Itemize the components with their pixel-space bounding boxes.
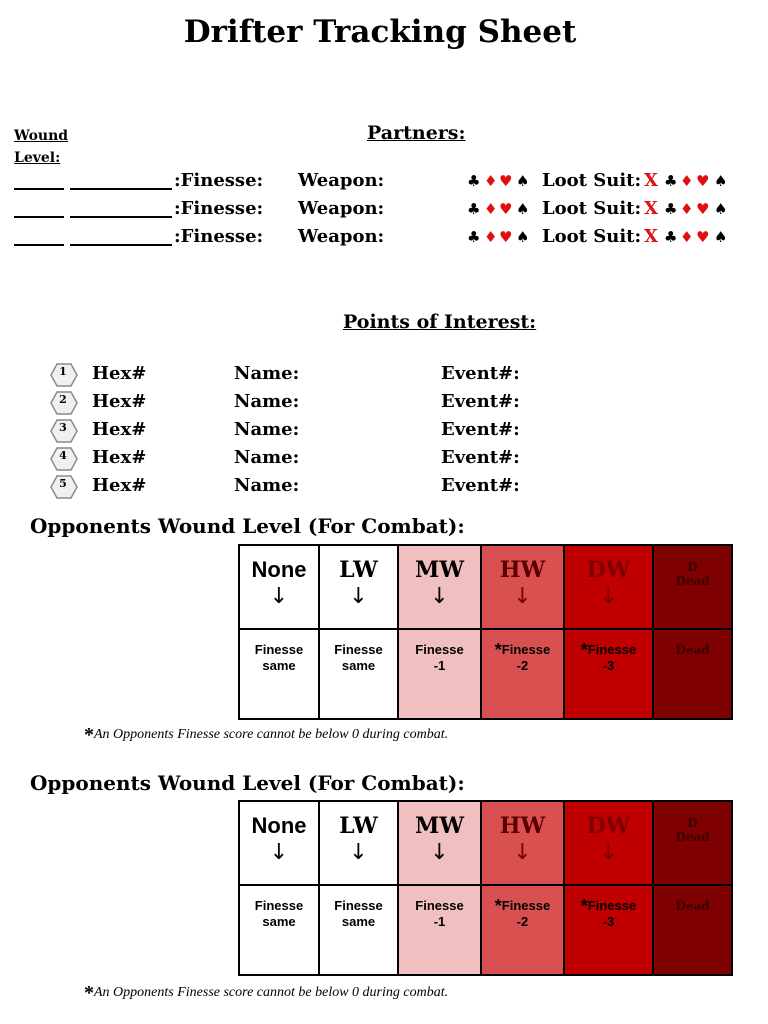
wound-effect-line1: Finesse <box>334 898 383 913</box>
hex-number-icon <box>50 475 76 497</box>
wound-effect-cell <box>481 885 564 975</box>
hex-number-icon <box>50 419 76 441</box>
partner-loot-suit-label: Loot Suit: <box>542 198 642 219</box>
wound-effect-line2: same <box>262 658 296 673</box>
wound-effect-text: Dead <box>675 899 710 913</box>
club-suit-icon[interactable]: ♣ <box>467 228 481 246</box>
opponent-wound-table <box>238 800 733 976</box>
loot-diamond-suit-icon[interactable]: ♦ <box>680 172 694 190</box>
wound-effect-line1: Finesse <box>254 898 304 913</box>
poi-hex-label: Hex# <box>92 419 147 440</box>
wound-level-code: D <box>687 816 698 830</box>
wound-level-cell[interactable] <box>564 545 653 629</box>
page-title: Drifter Tracking Sheet <box>183 14 577 50</box>
wound-effect-line2: -3 <box>602 914 615 929</box>
wound-effect-line1: Finesse <box>254 642 304 657</box>
loot-club-suit-icon[interactable]: ♣ <box>664 172 678 190</box>
loot-spade-suit-icon[interactable]: ♠ <box>714 200 728 218</box>
loot-heart-suit-icon[interactable]: ♥ <box>696 172 710 190</box>
footnote-text: An Opponents Finesse score cannot be below 0 during combat. <box>94 727 449 742</box>
poi-name-label: Name: <box>234 447 300 468</box>
wound-effect-line2: same <box>341 914 376 929</box>
wound-effect-cell <box>319 885 398 975</box>
wound-effect-line2: -2 <box>516 914 529 929</box>
poi-name-label: Name: <box>234 475 300 496</box>
wound-level-dead-cell[interactable] <box>653 545 732 629</box>
spade-suit-icon[interactable]: ♠ <box>516 172 530 190</box>
wound-level-cell[interactable] <box>319 801 398 885</box>
diamond-suit-icon[interactable]: ♦ <box>484 228 498 246</box>
wound-effect-cell <box>239 629 319 719</box>
wound-effect-cell <box>319 629 398 719</box>
wound-effect-line2: same <box>341 658 376 673</box>
wound-level-cell[interactable] <box>319 545 398 629</box>
wound-level-label: LW <box>339 557 378 583</box>
points-of-interest-heading: Points of Interest: <box>343 311 537 333</box>
footnote-asterisk: * <box>84 724 94 746</box>
partners-heading: Partners: <box>367 122 466 144</box>
loot-x-mark[interactable]: X <box>644 170 658 191</box>
asterisk-mark: * <box>494 896 502 916</box>
wound-effect-line2: -2 <box>516 658 529 673</box>
wound-level-cell[interactable] <box>398 545 481 629</box>
diamond-suit-icon[interactable]: ♦ <box>484 200 498 218</box>
loot-x-mark[interactable]: X <box>644 226 658 247</box>
down-arrow-icon: ↓ <box>349 584 368 609</box>
hex-number: 2 <box>59 393 67 406</box>
loot-diamond-suit-icon[interactable]: ♦ <box>680 228 694 246</box>
loot-heart-suit-icon[interactable]: ♥ <box>696 228 710 246</box>
poi-event-label: Event#: <box>441 419 520 440</box>
partner-name-blank[interactable] <box>70 198 172 218</box>
footnote-asterisk: * <box>84 982 94 1004</box>
opponent-wound-table <box>238 544 733 720</box>
footnote-text: An Opponents Finesse score cannot be below 0 during combat. <box>94 985 449 1000</box>
wound-level-name: Dead <box>675 574 710 588</box>
combat-footnote <box>84 982 448 1005</box>
wound-level-cell[interactable] <box>564 801 653 885</box>
loot-heart-suit-icon[interactable]: ♥ <box>696 200 710 218</box>
wound-effect-line1: Finesse <box>501 898 551 913</box>
loot-club-suit-icon[interactable]: ♣ <box>664 228 678 246</box>
wound-level-code: D <box>687 560 698 574</box>
hex-number: 3 <box>59 421 67 434</box>
wound-effect-line1: Finesse <box>415 642 464 657</box>
hex-number: 4 <box>59 449 67 462</box>
poi-event-label: Event#: <box>441 475 520 496</box>
wound-level-label-line1: Wound <box>14 128 69 144</box>
partner-name-blank[interactable] <box>70 170 172 190</box>
wound-level-label: DW <box>586 557 631 583</box>
wound-level-cell[interactable] <box>398 801 481 885</box>
spade-suit-icon[interactable]: ♠ <box>516 228 530 246</box>
partner-finesse-label: :Finesse: <box>174 170 264 191</box>
poi-name-label: Name: <box>234 363 300 384</box>
wound-level-name: Dead <box>675 830 710 844</box>
wound-effect-line1: Finesse <box>501 642 551 657</box>
wound-level-label: MW <box>414 813 465 839</box>
wound-effect-cell <box>398 885 481 975</box>
wound-effect-dead-cell <box>653 629 732 719</box>
wound-level-cell[interactable] <box>481 545 564 629</box>
wound-level-label: None <box>251 813 307 838</box>
loot-club-suit-icon[interactable]: ♣ <box>664 200 678 218</box>
wound-level-cell[interactable] <box>239 545 319 629</box>
wound-effect-cell <box>398 629 481 719</box>
wound-effect-line1: Finesse <box>587 898 637 913</box>
club-suit-icon[interactable]: ♣ <box>467 200 481 218</box>
poi-hex-label: Hex# <box>92 447 147 468</box>
hex-number: 1 <box>59 365 67 378</box>
poi-event-label: Event#: <box>441 447 520 468</box>
down-arrow-icon: ↓ <box>513 584 532 609</box>
down-arrow-icon: ↓ <box>599 584 618 609</box>
wound-level-dead-cell[interactable] <box>653 801 732 885</box>
asterisk-mark: * <box>580 896 588 916</box>
partner-loot-suit-label: Loot Suit: <box>542 170 642 191</box>
poi-event-label: Event#: <box>441 391 520 412</box>
wound-effect-cell <box>481 629 564 719</box>
wound-level-label: HW <box>499 557 546 583</box>
loot-spade-suit-icon[interactable]: ♠ <box>714 228 728 246</box>
poi-hex-label: Hex# <box>92 391 147 412</box>
down-arrow-icon: ↓ <box>269 840 289 865</box>
wound-effect-line2: -1 <box>433 914 446 929</box>
wound-effect-line1: Finesse <box>415 898 464 913</box>
poi-event-label: Event#: <box>441 363 520 384</box>
spade-suit-icon[interactable]: ♠ <box>516 200 530 218</box>
wound-level-cell[interactable] <box>239 801 319 885</box>
partner-loot-suit-label: Loot Suit: <box>542 226 642 247</box>
combat-footnote <box>84 724 448 747</box>
hex-number: 5 <box>59 477 67 490</box>
wound-effect-cell <box>564 885 653 975</box>
down-arrow-icon: ↓ <box>430 840 449 865</box>
down-arrow-icon: ↓ <box>430 584 449 609</box>
opponents-wound-heading: Opponents Wound Level (For Combat): <box>30 514 465 538</box>
loot-spade-suit-icon[interactable]: ♠ <box>714 172 728 190</box>
down-arrow-icon: ↓ <box>599 840 618 865</box>
partner-finesse-label: :Finesse: <box>174 198 264 219</box>
wound-effect-dead-cell <box>653 885 732 975</box>
loot-x-mark[interactable]: X <box>644 198 658 219</box>
wound-level-label-line2: Level: <box>14 150 61 166</box>
wound-level-label: LW <box>339 813 378 839</box>
wound-effect-text: Dead <box>675 643 710 657</box>
heart-suit-icon[interactable]: ♥ <box>499 228 513 246</box>
partner-wound-blank[interactable] <box>14 226 64 246</box>
opponents-wound-heading: Opponents Wound Level (For Combat): <box>30 771 465 795</box>
diamond-suit-icon[interactable]: ♦ <box>484 172 498 190</box>
poi-hex-label: Hex# <box>92 475 147 496</box>
club-suit-icon[interactable]: ♣ <box>467 172 481 190</box>
hex-number-icon <box>50 447 76 469</box>
heart-suit-icon[interactable]: ♥ <box>499 172 513 190</box>
poi-name-label: Name: <box>234 419 300 440</box>
poi-name-label: Name: <box>234 391 300 412</box>
wound-level-label: None <box>251 557 307 582</box>
hex-number-icon <box>50 391 76 413</box>
partner-wound-blank[interactable] <box>14 198 64 218</box>
wound-level-cell[interactable] <box>481 801 564 885</box>
down-arrow-icon: ↓ <box>513 840 532 865</box>
partner-weapon-label: Weapon: <box>298 170 385 191</box>
wound-level-label: MW <box>414 557 465 583</box>
down-arrow-icon: ↓ <box>349 840 368 865</box>
asterisk-mark: * <box>580 640 588 660</box>
partner-weapon-label: Weapon: <box>298 226 385 247</box>
partner-name-blank[interactable] <box>70 226 172 246</box>
wound-level-label: DW <box>586 813 631 839</box>
wound-effect-cell <box>239 885 319 975</box>
asterisk-mark: * <box>494 640 502 660</box>
wound-level-label: HW <box>499 813 546 839</box>
partner-weapon-label: Weapon: <box>298 198 385 219</box>
heart-suit-icon[interactable]: ♥ <box>499 200 513 218</box>
wound-effect-line2: -1 <box>433 658 446 673</box>
wound-effect-line1: Finesse <box>334 642 383 657</box>
hex-number-icon <box>50 363 76 385</box>
wound-effect-cell <box>564 629 653 719</box>
down-arrow-icon: ↓ <box>269 584 289 609</box>
wound-effect-line2: -3 <box>602 658 615 673</box>
loot-diamond-suit-icon[interactable]: ♦ <box>680 200 694 218</box>
wound-effect-line1: Finesse <box>587 642 637 657</box>
partner-wound-blank[interactable] <box>14 170 64 190</box>
partner-finesse-label: :Finesse: <box>174 226 264 247</box>
wound-effect-line2: same <box>262 914 296 929</box>
poi-hex-label: Hex# <box>92 363 147 384</box>
